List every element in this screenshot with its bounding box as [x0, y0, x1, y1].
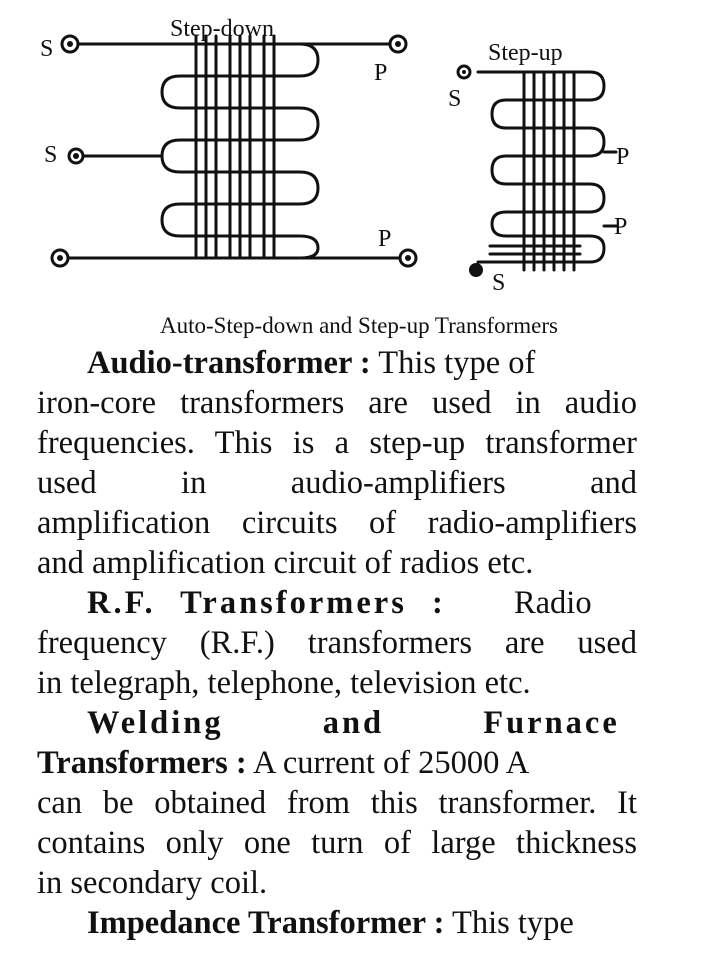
heading-audio-transformer: Audio-transformer :: [87, 345, 371, 381]
heading-impedance-transformer: Impedance Transformer :: [87, 905, 445, 941]
label-p-bottom: P: [378, 226, 392, 252]
step-down-core: [196, 36, 274, 258]
transformer-diagram: [0, 0, 718, 300]
paragraph-impedance-transformer: [37, 903, 637, 943]
terminal-s-stepup-bottom: [469, 263, 483, 277]
text-line: frequency (R.F.) transformers are used: [37, 625, 637, 661]
text-line: and amplification circuit of radios etc.: [37, 545, 534, 581]
label-p-stepup-upper: P: [616, 144, 630, 170]
heading-transformers: Transformers :: [37, 745, 247, 781]
label-s-middle: S: [44, 142, 58, 168]
paragraph-audio-transformer: [37, 343, 637, 583]
text-line: amplification circuits of radio-amplifiers: [37, 505, 637, 541]
label-p-top: P: [374, 60, 388, 86]
label-s-stepup-bottom: S: [492, 270, 506, 296]
label-p-stepup-lower: P: [614, 214, 628, 240]
text-line: contains only one turn of large thickness: [37, 825, 637, 861]
step-up-core: [524, 72, 574, 270]
label-s-stepup-top: S: [448, 86, 462, 112]
heading-rf-transformers: R.F. Transformers :: [87, 585, 446, 621]
step-up-coil: [478, 72, 604, 262]
text-line: in secondary coil.: [37, 865, 268, 901]
text-line: in telegraph, telephone, television etc.: [37, 665, 531, 701]
step-down-label: Step-down: [170, 16, 274, 42]
figure-caption: Auto-Step-down and Step-up Transformers: [160, 313, 558, 338]
terminals: [52, 36, 470, 266]
text-line: used in audio-amplifiers and: [37, 465, 637, 501]
step-up-label: Step-up: [488, 40, 563, 66]
text-line: frequencies. This is a step-up transformer: [37, 425, 637, 461]
paragraph-welding-transformers: [37, 703, 637, 903]
text-line: This type of: [378, 345, 536, 381]
text-line: This type: [452, 905, 574, 941]
text-line: A current of 25000 A: [253, 745, 530, 781]
paragraph-rf-transformers: [37, 583, 637, 703]
text-line: iron-core transformers are used in audio: [37, 385, 637, 421]
label-s-top: S: [40, 36, 54, 62]
text-line: can be obtained from this transformer. It: [37, 785, 637, 821]
text-line: Radio: [513, 585, 592, 621]
heading-welding-furnace: Welding and Furnace: [87, 705, 620, 741]
